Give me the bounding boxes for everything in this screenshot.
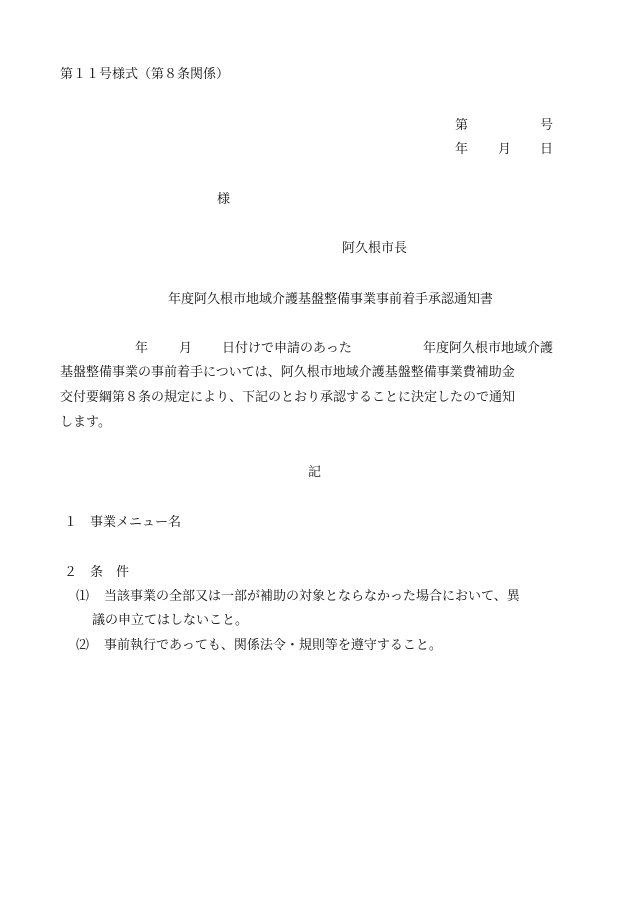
form-number: 第１１号様式（第８条関係） [60,67,230,82]
document-title: 年度阿久根市地域介護基盤整備事業事前着手承認通知書 [168,292,494,307]
body-line1-date-suffix: 日付けで申請のあった [222,341,352,356]
condition-1-number: ⑴ [76,589,90,604]
condition-1-line1: 当該事業の全部又は一部が補助の対象とならなかった場合において、異 [104,589,520,604]
addressee-sama: 様 [217,192,231,207]
condition-1-line2: 議の申立てはしないこと。 [92,613,249,628]
ki-heading: 記 [308,465,322,480]
body-line1-tail: 年度阿久根市地域介護 [423,341,554,356]
sender-mayor: 阿久根市長 [342,241,408,256]
date-year: 年 [455,142,469,157]
date-day: 日 [540,142,554,157]
body-line1-year: 年 [135,341,149,356]
date-month: 月 [498,142,512,157]
doc-number-dai: 第 [455,118,469,133]
body-line2: 基盤整備事業の事前着手については、阿久根市地域介護基盤整備事業費補助金 [60,365,515,380]
doc-number-go: 号 [540,118,554,133]
body-line1-month: 月 [179,341,193,356]
item-2-conditions: ２ 条 件 [64,565,130,580]
item-1-business-menu: １ 事業メニュー名 [64,515,182,530]
condition-2-number: ⑵ [76,638,90,653]
body-line4: します。 [60,415,111,430]
condition-2-text: 事前執行であっても、関係法令・規則等を遵守すること。 [104,638,442,653]
body-line3: 交付要綱第８条の規定により、下記のとおり承認することに決定したので通知 [60,390,516,405]
